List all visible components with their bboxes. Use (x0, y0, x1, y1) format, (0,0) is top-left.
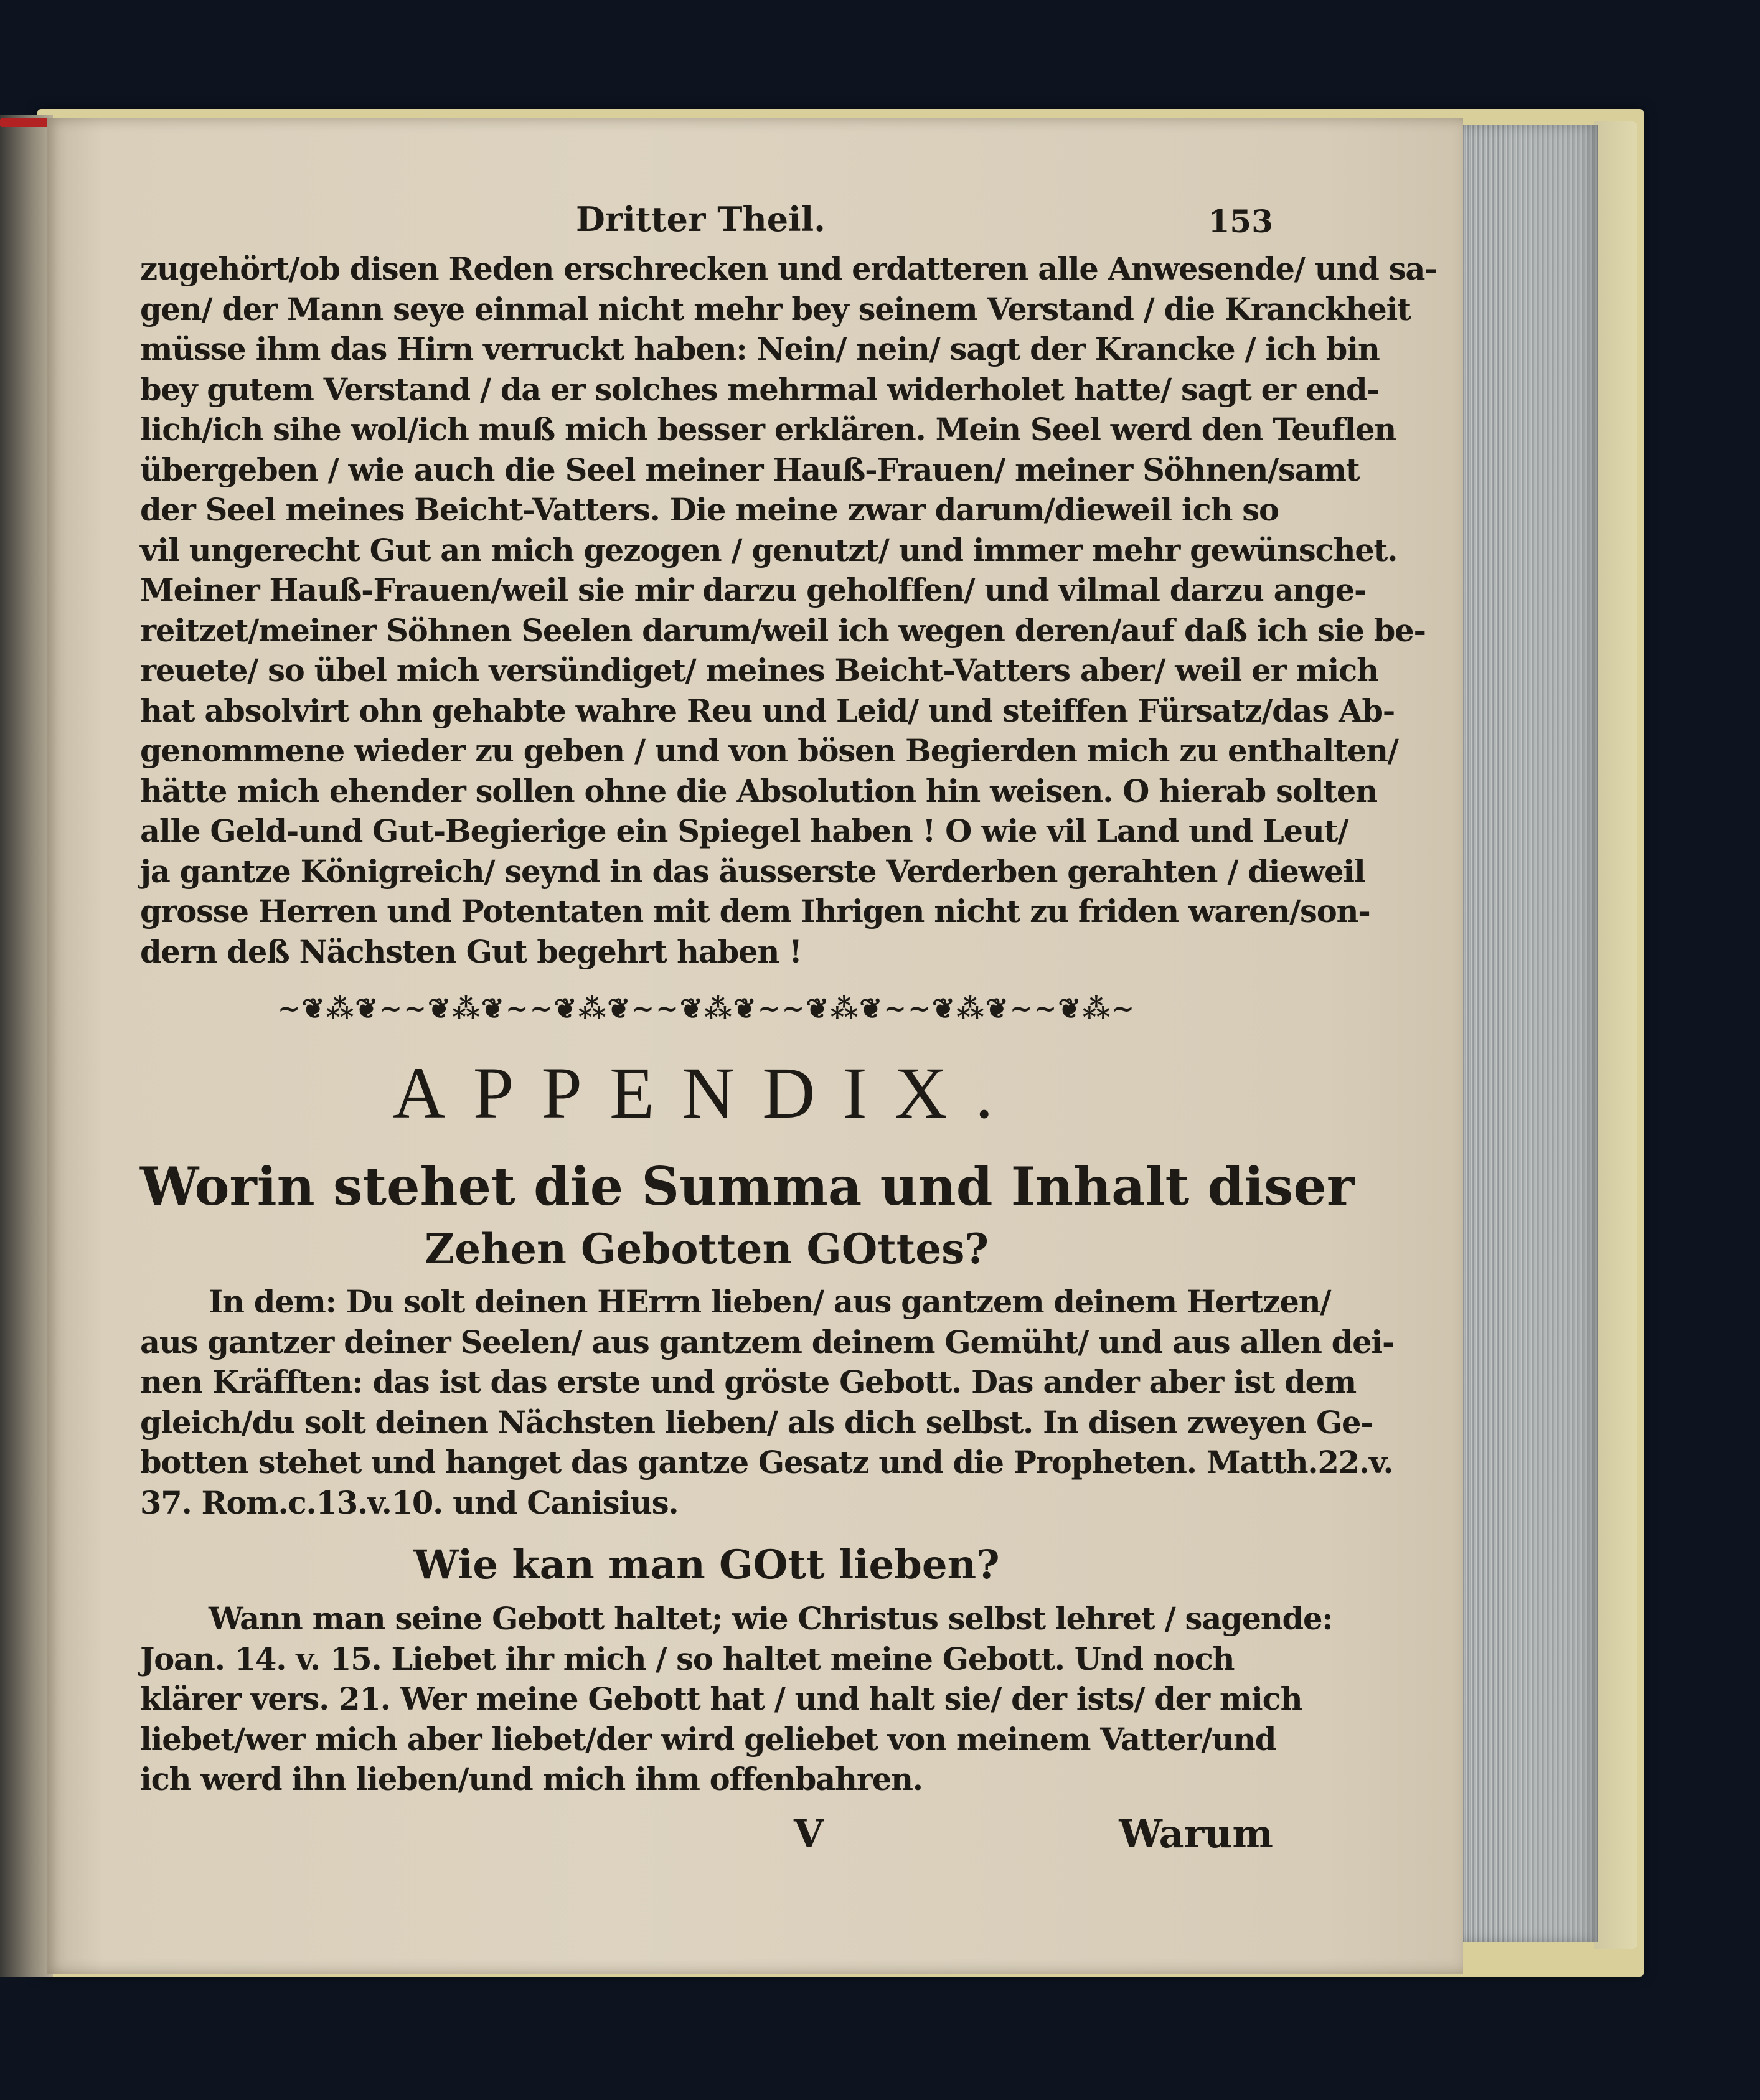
text-line: nen Kräfften: das ist das erste und gröste Gebott. Das ander aber ist dem (140, 1364, 1356, 1400)
text-line: der Seel meines Beicht-Vatters. Die meine zwar darum/dieweil ich so (140, 492, 1279, 528)
text-line: In dem: Du solt deinen HErrn lieben/ aus gantzem deinem Hertzen/ (209, 1284, 1331, 1320)
page-footer (140, 1811, 1273, 1861)
text-line: 37. Rom.c.13.v.10. und Canisius. (140, 1484, 679, 1521)
catchword: Warum (1119, 1810, 1273, 1857)
text-line: botten stehet und hanget das gantze Gesatz und die Propheten. Matth.22.v. (140, 1444, 1393, 1481)
text-line: Joan. 14. v. 15. Liebet ihr mich / so haltet meine Gebott. Und noch (140, 1641, 1235, 1677)
text-line: gen/ der Mann seye einmal nicht mehr bey seinem Verstand / die Kranckheit (140, 291, 1411, 327)
text-line: müsse ihm das Hirn verruckt haben: Nein/ nein/ sagt der Krancke / ich bin (140, 331, 1380, 367)
text-line: dern deß Nächsten Gut begehrt haben ! (140, 933, 802, 970)
text-line: zugehört/ob disen Reden erschrecken und erdatteren alle Anwesende/ und sa- (140, 251, 1437, 287)
question-line: Zehen Gebotten GOttes? (424, 1225, 989, 1273)
text-line: ja gantze Königreich/ seynd in das äusserste Verderben gerahten / dieweil (140, 853, 1365, 890)
section-heading: Wie kan man GOtt lieben? (413, 1542, 1000, 1588)
text-line: aus gantzer deiner Seelen/ aus gantzem deinem Gemüht/ und aus allen dei- (140, 1324, 1395, 1360)
question-line: Worin stehet die Summa und Inhalt diser (140, 1156, 1355, 1217)
text-line: reuete/ so übel mich versündiget/ meines Beicht-Vatters aber/ weil er mich (140, 652, 1378, 689)
question-heading (140, 1152, 1355, 1277)
text-line: Wann man seine Gebott haltet; wie Christus selbst lehret / sagende: (209, 1601, 1333, 1637)
text-line: bey gutem Verstand / da er solches mehrmal widerholet hatte/ sagt er end- (140, 371, 1379, 408)
answer-paragraph-1 (140, 1282, 1395, 1523)
text-line: reitzet/meiner Söhnen Seelen darum/weil ich wegen deren/auf daß ich sie be- (140, 612, 1426, 649)
text-line: hat absolvirt ohn gehabte wahre Reu und Leid/ und steiffen Fürsatz/das Ab- (140, 692, 1395, 729)
text-line: hätte mich ehender sollen ohne die Absolution hin weisen. O hierab solten (140, 773, 1377, 809)
ornament-divider: ~❦⁂❦~~❦⁂❦~~❦⁂❦~~❦⁂❦~~❦⁂❦~~❦⁂❦~~❦⁂~ (277, 993, 1136, 1025)
running-head (140, 199, 1273, 249)
text-line: lich/ich sihe wol/ich muß mich besser erklären. Mein Seel werd den Teuflen (140, 412, 1396, 448)
cover-edge (1594, 121, 1637, 1949)
page-number: 153 (1208, 203, 1273, 240)
page-text (140, 199, 1437, 1861)
answer-paragraph-2 (140, 1599, 1333, 1800)
text-line: liebet/wer mich aber liebet/der wird geliebet von meinem Vatter/und (140, 1721, 1276, 1758)
text-line: gleich/du solt deinen Nächsten lieben/ als dich selbst. In disen zweyen Ge- (140, 1404, 1373, 1441)
text-line: vil ungerecht Gut an mich gezogen / genutzt/ und immer mehr gewünschet. (140, 532, 1398, 568)
page-stack (1454, 125, 1598, 1942)
text-line: ich werd ihn lieben/und mich ihm offenbahren. (140, 1761, 923, 1797)
appendix-title: APPENDIX. (392, 1052, 1021, 1134)
running-title: Dritter Theil. (576, 199, 826, 239)
left-page-edge (0, 115, 53, 1977)
text-line: genommene wieder zu geben / und von bösen Begierden mich zu enthalten/ (140, 733, 1398, 769)
text-line: klärer vers. 21. Wer meine Gebott hat / und halt sie/ der ists/ der mich (140, 1681, 1302, 1717)
text-line: grosse Herren und Potentaten mit dem Ihrigen nicht zu friden waren/son- (140, 893, 1370, 930)
paragraph-1 (140, 249, 1437, 972)
signature-mark: V (794, 1810, 824, 1857)
text-line: Meiner Hauß-Frauen/weil sie mir darzu geholffen/ und vilmal darzu ange- (140, 572, 1367, 608)
text-line: alle Geld-und Gut-Begierige ein Spiegel haben ! O wie vil Land und Leut/ (140, 813, 1348, 849)
text-line: übergeben / wie auch die Seel meiner Hauß-Frauen/ meiner Söhnen/samt (140, 451, 1360, 488)
